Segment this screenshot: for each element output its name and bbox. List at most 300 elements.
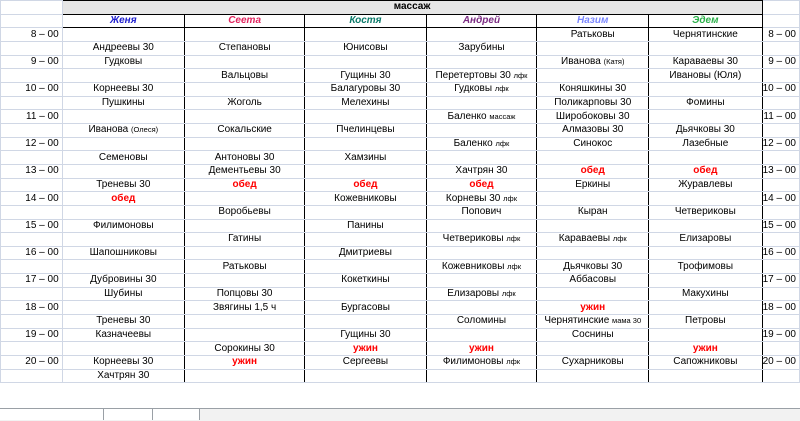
- schedule-cell[interactable]: [62, 137, 184, 151]
- schedule-cell[interactable]: [426, 233, 537, 247]
- schedule-cell[interactable]: [184, 301, 304, 315]
- client-name: Корнеевы 30: [93, 356, 154, 368]
- time-label: [762, 356, 799, 370]
- schedule-cell[interactable]: [649, 274, 762, 288]
- schedule-cell[interactable]: [649, 205, 762, 219]
- schedule-cell[interactable]: [537, 96, 649, 110]
- empty-cell: [1, 41, 63, 55]
- time-text: 11 – 00: [26, 110, 59, 122]
- client-note: массаж: [489, 111, 516, 121]
- schedule-cell[interactable]: [426, 110, 537, 124]
- time-text: 8 – 00: [768, 28, 796, 40]
- schedule-cell[interactable]: [426, 82, 537, 96]
- time-label: [1, 274, 63, 288]
- schedule-cell[interactable]: [62, 82, 184, 96]
- schedule-cell[interactable]: [184, 328, 304, 342]
- client-name: Зарубины: [458, 42, 505, 54]
- schedule-cell[interactable]: [426, 164, 537, 178]
- schedule-cell[interactable]: [426, 41, 537, 55]
- break-label: ужин: [232, 356, 258, 368]
- schedule-cell[interactable]: [426, 219, 537, 233]
- therapist-name: Костя: [349, 14, 382, 26]
- schedule-cell[interactable]: [305, 82, 426, 96]
- client-name: Елизаровы: [679, 233, 732, 245]
- schedule-cell[interactable]: [62, 192, 184, 206]
- client-name: Гудковы: [104, 55, 143, 67]
- schedule-cell[interactable]: [649, 55, 762, 69]
- client-name: Воробьевы: [218, 206, 271, 218]
- schedule-cell[interactable]: [184, 41, 304, 55]
- schedule-cell[interactable]: [537, 219, 649, 233]
- schedule-cell[interactable]: [649, 110, 762, 124]
- schedule-cell[interactable]: [426, 151, 537, 165]
- schedule-cell[interactable]: [184, 82, 304, 96]
- schedule-cell[interactable]: [305, 96, 426, 110]
- schedule-cell[interactable]: [184, 192, 304, 206]
- schedule-cell[interactable]: [426, 96, 537, 110]
- time-label: [1, 356, 63, 370]
- schedule-cell[interactable]: [537, 301, 649, 315]
- schedule-cell[interactable]: [62, 55, 184, 69]
- client-name: Шубины: [104, 288, 143, 300]
- client-name: Хачтрян 30: [97, 370, 150, 382]
- therapist-name: Эдем: [692, 14, 719, 26]
- schedule-cell[interactable]: [305, 178, 426, 192]
- client-name: Семеновы: [98, 151, 148, 163]
- time-text: 19 – 00: [25, 329, 59, 341]
- break-label: ужин: [692, 342, 718, 354]
- schedule-cell[interactable]: [649, 69, 762, 83]
- break-label: обед: [232, 178, 257, 190]
- time-label: [1, 246, 63, 260]
- schedule-cell[interactable]: [649, 123, 762, 137]
- client-name: Попович: [461, 206, 502, 218]
- schedule-cell[interactable]: [62, 69, 184, 83]
- client-name: Иванова: [561, 55, 604, 67]
- client-name: Сухарниковы: [561, 356, 624, 368]
- client-name: Сокальские: [217, 124, 272, 136]
- schedule-cell[interactable]: [305, 205, 426, 219]
- client-name: Гущины 30: [340, 329, 391, 341]
- time-text: 18 – 00: [762, 301, 796, 313]
- schedule-cell[interactable]: [184, 137, 304, 151]
- schedule-cell[interactable]: [62, 342, 184, 356]
- schedule-cell[interactable]: [62, 260, 184, 274]
- schedule-cell[interactable]: [62, 178, 184, 192]
- schedule-cell[interactable]: [184, 260, 304, 274]
- empty-cell: [1, 151, 63, 165]
- client-name: Широбоковы 30: [555, 110, 630, 122]
- time-label: [762, 82, 799, 96]
- client-name: Дубровины 30: [90, 274, 157, 286]
- schedule-cell[interactable]: [537, 41, 649, 55]
- client-name: Дементьевы 30: [208, 165, 281, 177]
- client-name: Караваевы: [558, 233, 613, 245]
- client-note: (Катя): [603, 56, 625, 66]
- schedule-cell[interactable]: [537, 28, 649, 42]
- schedule-cell[interactable]: [537, 356, 649, 370]
- client-name: Треневы 30: [96, 315, 151, 327]
- schedule-cell[interactable]: [184, 369, 304, 383]
- schedule-cell[interactable]: [62, 41, 184, 55]
- schedule-cell[interactable]: [537, 69, 649, 83]
- schedule-cell[interactable]: [305, 123, 426, 137]
- client-name: Дьячковы 30: [675, 124, 735, 136]
- schedule-cell[interactable]: [426, 205, 537, 219]
- schedule-cell[interactable]: [537, 123, 649, 137]
- schedule-cell[interactable]: [305, 260, 426, 274]
- client-name: Баленко: [453, 137, 496, 149]
- schedule-cell[interactable]: [62, 301, 184, 315]
- break-label: ужин: [580, 301, 606, 313]
- time-text: 20 – 00: [25, 356, 59, 368]
- schedule-cell[interactable]: [537, 164, 649, 178]
- schedule-cell[interactable]: [184, 205, 304, 219]
- schedule-cell[interactable]: [62, 205, 184, 219]
- schedule-cell[interactable]: [537, 233, 649, 247]
- schedule-cell[interactable]: [62, 28, 184, 42]
- client-name: Трофимовы: [677, 260, 734, 272]
- schedule-cell[interactable]: [426, 260, 537, 274]
- schedule-cell[interactable]: [537, 274, 649, 288]
- schedule-cell[interactable]: [184, 246, 304, 260]
- schedule-cell[interactable]: [184, 315, 304, 329]
- schedule-cell[interactable]: [426, 301, 537, 315]
- schedule-cell[interactable]: [62, 164, 184, 178]
- client-note: (Олеся): [131, 125, 159, 135]
- schedule-cell[interactable]: [649, 260, 762, 274]
- therapist-name: Андрей: [462, 14, 501, 26]
- schedule-cell[interactable]: [184, 28, 304, 42]
- client-name: Петровы: [685, 315, 726, 327]
- schedule-cell[interactable]: [305, 342, 426, 356]
- schedule-cell[interactable]: [62, 233, 184, 247]
- client-name: Сергеевы: [342, 356, 389, 368]
- schedule-cell[interactable]: [184, 164, 304, 178]
- schedule-cell[interactable]: [649, 41, 762, 55]
- client-name: Андреевы 30: [92, 42, 154, 54]
- schedule-cell[interactable]: [426, 369, 537, 383]
- client-name: Гатины: [228, 233, 262, 245]
- client-name: Журавлевы: [678, 178, 733, 190]
- schedule-cell[interactable]: [649, 301, 762, 315]
- time-text: 15 – 00: [762, 219, 796, 231]
- schedule-cell[interactable]: [649, 219, 762, 233]
- empty-cell: [762, 41, 799, 55]
- empty-cell: [762, 315, 799, 329]
- schedule-cell[interactable]: [62, 219, 184, 233]
- schedule-cell[interactable]: [62, 274, 184, 288]
- schedule-cell[interactable]: [649, 246, 762, 260]
- client-name: Четвериковы: [442, 233, 507, 245]
- schedule-cell[interactable]: [537, 82, 649, 96]
- empty-cell[interactable]: [762, 14, 799, 28]
- schedule-cell[interactable]: [649, 164, 762, 178]
- schedule-cell[interactable]: [537, 205, 649, 219]
- schedule-cell[interactable]: [649, 151, 762, 165]
- schedule-cell[interactable]: [305, 28, 426, 42]
- empty-cell: [1, 315, 63, 329]
- schedule-cell[interactable]: [62, 328, 184, 342]
- break-label: обед: [353, 178, 378, 190]
- schedule-cell[interactable]: [537, 287, 649, 301]
- schedule-cell[interactable]: [305, 246, 426, 260]
- client-name: Ратьковы: [222, 260, 267, 272]
- client-name: Филимоновы: [442, 356, 507, 368]
- time-label: [762, 328, 799, 342]
- schedule-cell[interactable]: [305, 315, 426, 329]
- client-name: Кокеткины: [341, 274, 390, 286]
- schedule-cell[interactable]: [537, 315, 649, 329]
- schedule-cell[interactable]: [62, 151, 184, 165]
- schedule-cell[interactable]: [537, 342, 649, 356]
- schedule-cell[interactable]: [426, 287, 537, 301]
- schedule-cell[interactable]: [649, 287, 762, 301]
- schedule-cell[interactable]: [649, 137, 762, 151]
- client-name: Пчелинцевы: [336, 124, 395, 136]
- schedule-cell[interactable]: [537, 328, 649, 342]
- sheet-tab[interactable]: [0, 409, 104, 420]
- schedule-cell[interactable]: [426, 328, 537, 342]
- schedule-cell[interactable]: [184, 123, 304, 137]
- schedule-cell[interactable]: [62, 287, 184, 301]
- client-name: Кожевниковы: [334, 192, 397, 204]
- client-name: Гудковы: [454, 83, 495, 95]
- schedule-cell[interactable]: [184, 96, 304, 110]
- client-name: Чернятинские: [672, 28, 738, 40]
- empty-cell[interactable]: [1, 1, 63, 15]
- schedule-cell[interactable]: [184, 356, 304, 370]
- empty-cell: [1, 123, 63, 137]
- time-label: [1, 164, 63, 178]
- schedule-cell[interactable]: [184, 151, 304, 165]
- client-name: Четвериковы: [674, 206, 736, 218]
- schedule-cell[interactable]: [305, 164, 426, 178]
- schedule-cell[interactable]: [184, 110, 304, 124]
- schedule-cell[interactable]: [184, 55, 304, 69]
- schedule-cell[interactable]: [62, 356, 184, 370]
- time-label: [1, 219, 63, 233]
- client-note: лфк: [501, 289, 516, 299]
- therapist-name: Назим: [577, 14, 609, 26]
- break-label: обед: [469, 178, 494, 190]
- schedule-cell[interactable]: [305, 233, 426, 247]
- sheet-title: [62, 1, 762, 15]
- schedule-cell[interactable]: [426, 55, 537, 69]
- column-header: [426, 14, 537, 28]
- schedule-cell[interactable]: [426, 178, 537, 192]
- sheet-tab[interactable]: [104, 409, 153, 420]
- schedule-cell[interactable]: [305, 41, 426, 55]
- schedule-cell[interactable]: [184, 233, 304, 247]
- schedule-cell[interactable]: [426, 246, 537, 260]
- time-text: 8 – 00: [30, 28, 59, 40]
- schedule-cell[interactable]: [649, 28, 762, 42]
- time-label: [762, 274, 799, 288]
- break-label: ужин: [352, 342, 378, 354]
- time-label: [1, 82, 63, 96]
- schedule-cell[interactable]: [537, 55, 649, 69]
- schedule-cell[interactable]: [305, 110, 426, 124]
- schedule-cell[interactable]: [305, 369, 426, 383]
- client-note: лфк: [495, 138, 510, 148]
- client-name: Хамзины: [344, 151, 387, 163]
- time-text: 16 – 00: [762, 247, 796, 259]
- time-text: 12 – 00: [762, 137, 796, 149]
- client-name: Бургасовы: [340, 301, 390, 313]
- schedule-cell[interactable]: [537, 246, 649, 260]
- schedule-cell[interactable]: [426, 123, 537, 137]
- client-note: лфк: [494, 84, 509, 94]
- client-name: Дмитриевы: [338, 247, 392, 259]
- empty-cell: [762, 69, 799, 83]
- empty-cell: [1, 205, 63, 219]
- schedule-cell[interactable]: [184, 69, 304, 83]
- therapist-name: Женя: [109, 14, 137, 26]
- schedule-cell[interactable]: [649, 233, 762, 247]
- empty-cell: [1, 233, 63, 247]
- client-name: Макухины: [681, 288, 729, 300]
- client-note: лфк: [507, 261, 521, 271]
- empty-cell[interactable]: [1, 14, 63, 28]
- client-name: Хачтрян 30: [455, 165, 508, 177]
- schedule-cell[interactable]: [649, 178, 762, 192]
- time-label: [762, 137, 799, 151]
- empty-cell: [762, 123, 799, 137]
- schedule-cell[interactable]: [649, 82, 762, 96]
- time-text: 9 – 00: [768, 55, 796, 67]
- sheet-tab-bar: [0, 408, 800, 421]
- client-name: Филимоновы: [92, 219, 154, 231]
- schedule-cell[interactable]: [649, 342, 762, 356]
- schedule-cell[interactable]: [649, 315, 762, 329]
- client-name: Соломины: [456, 315, 507, 327]
- client-name: Фомины: [686, 96, 725, 108]
- schedule-cell[interactable]: [62, 110, 184, 124]
- schedule-cell[interactable]: [426, 342, 537, 356]
- schedule-cell[interactable]: [62, 315, 184, 329]
- break-label: обед: [693, 165, 718, 177]
- client-name: Ратьковы: [570, 28, 615, 40]
- client-name: Мелехины: [341, 96, 390, 108]
- empty-cell[interactable]: [762, 1, 799, 15]
- client-name: Степановы: [218, 42, 271, 54]
- client-name: Вальцовы: [221, 69, 269, 81]
- schedule-cell[interactable]: [305, 356, 426, 370]
- time-label: [1, 28, 63, 42]
- schedule-cell[interactable]: [62, 246, 184, 260]
- therapist-name: Сеета: [228, 14, 262, 26]
- client-note: лфк: [506, 234, 521, 244]
- title-text: массаж: [393, 1, 431, 13]
- empty-cell: [762, 151, 799, 165]
- schedule-cell[interactable]: [305, 287, 426, 301]
- schedule-cell[interactable]: [426, 192, 537, 206]
- schedule-cell[interactable]: [426, 274, 537, 288]
- time-label: [762, 301, 799, 315]
- client-name: Алмазовы 30: [562, 124, 624, 136]
- schedule-cell[interactable]: [305, 274, 426, 288]
- empty-cell: [762, 369, 799, 383]
- schedule-cell[interactable]: [184, 178, 304, 192]
- schedule-cell[interactable]: [305, 301, 426, 315]
- schedule-cell[interactable]: [305, 192, 426, 206]
- client-note: лфк: [503, 193, 517, 203]
- client-name: Сапожниковы: [673, 356, 738, 368]
- schedule-cell[interactable]: [62, 123, 184, 137]
- empty-cell: [762, 205, 799, 219]
- time-text: 14 – 00: [25, 192, 59, 204]
- empty-cell: [1, 287, 63, 301]
- client-name: Дьячковы 30: [563, 260, 623, 272]
- schedule-cell[interactable]: [649, 192, 762, 206]
- schedule-cell[interactable]: [649, 356, 762, 370]
- schedule-cell[interactable]: [649, 328, 762, 342]
- schedule-cell[interactable]: [537, 137, 649, 151]
- time-text: 19 – 00: [762, 329, 796, 341]
- client-name: Звягины 1,5 ч: [212, 301, 277, 313]
- schedule-cell[interactable]: [649, 96, 762, 110]
- time-text: 10 – 00: [762, 83, 796, 95]
- column-header: [649, 14, 762, 28]
- schedule-cell[interactable]: [305, 328, 426, 342]
- client-name: Коняшкины 30: [559, 83, 627, 95]
- schedule-cell[interactable]: [649, 369, 762, 383]
- time-label: [762, 192, 799, 206]
- schedule-cell[interactable]: [537, 151, 649, 165]
- schedule-cell[interactable]: [426, 137, 537, 151]
- schedule-cell[interactable]: [537, 192, 649, 206]
- column-header: [305, 14, 426, 28]
- schedule-cell[interactable]: [184, 342, 304, 356]
- schedule-cell[interactable]: [537, 110, 649, 124]
- schedule-cell[interactable]: [184, 219, 304, 233]
- schedule-cell[interactable]: [537, 178, 649, 192]
- schedule-cell[interactable]: [426, 315, 537, 329]
- schedule-cell[interactable]: [537, 260, 649, 274]
- time-text: 10 – 00: [25, 83, 59, 95]
- schedule-cell[interactable]: [305, 219, 426, 233]
- schedule-cell[interactable]: [305, 151, 426, 165]
- empty-cell: [1, 69, 63, 83]
- empty-cell: [1, 369, 63, 383]
- client-name: Шапошниковы: [89, 247, 157, 259]
- time-text: 11 – 00: [763, 110, 796, 122]
- schedule-cell[interactable]: [184, 274, 304, 288]
- client-name: Аббасовы: [569, 274, 617, 286]
- schedule-cell[interactable]: [426, 356, 537, 370]
- time-label: [762, 55, 799, 69]
- schedule-cell[interactable]: [537, 369, 649, 383]
- client-name: Соснины: [571, 329, 614, 341]
- client-name: Елизаровы: [447, 288, 502, 300]
- client-name: Иванова: [88, 124, 132, 136]
- schedule-cell[interactable]: [426, 28, 537, 42]
- schedule-cell[interactable]: [62, 96, 184, 110]
- time-text: 18 – 00: [25, 301, 59, 313]
- schedule-cell[interactable]: [305, 137, 426, 151]
- time-text: 20 – 00: [762, 356, 796, 368]
- schedule-cell[interactable]: [426, 69, 537, 83]
- client-name: Синокос: [573, 137, 613, 149]
- empty-cell: [762, 178, 799, 192]
- schedule-cell[interactable]: [184, 287, 304, 301]
- schedule-cell[interactable]: [305, 69, 426, 83]
- sheet-tab[interactable]: [153, 409, 200, 420]
- schedule-cell[interactable]: [62, 369, 184, 383]
- schedule-cell[interactable]: [305, 55, 426, 69]
- client-name: Сорокины 30: [214, 342, 275, 354]
